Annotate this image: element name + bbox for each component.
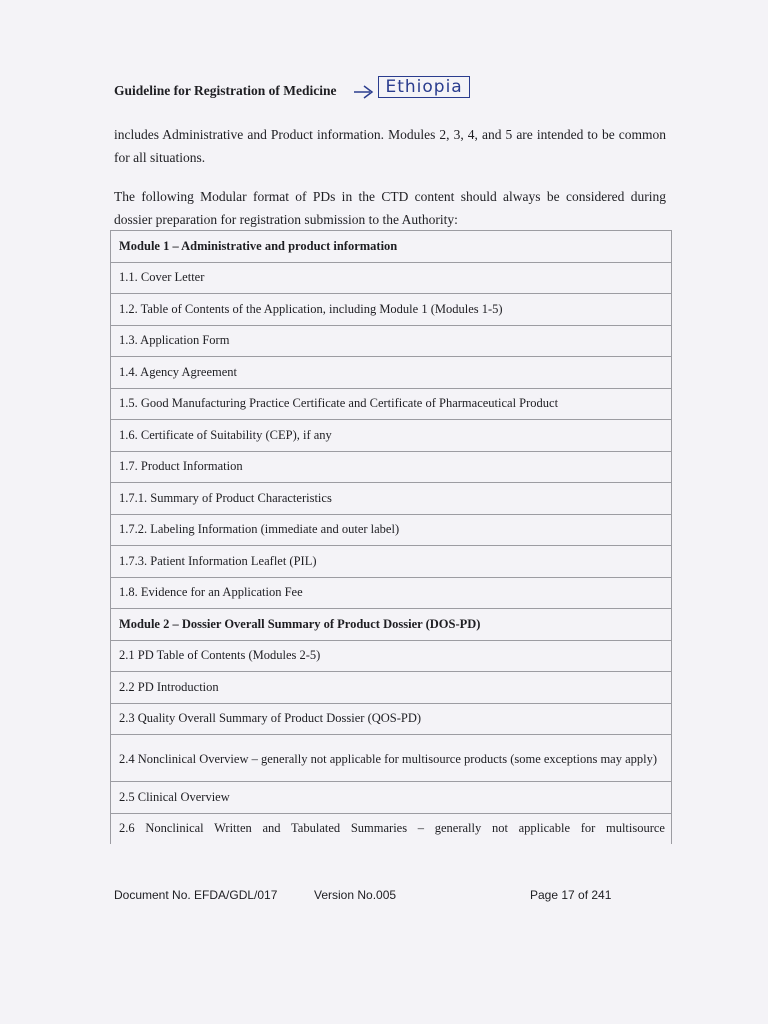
table-row <box>111 672 672 704</box>
table-cell: 1.7.1. Summary of Product Characteristics <box>111 483 672 515</box>
table-row <box>111 451 672 483</box>
table-row <box>111 640 672 672</box>
table-cell: 1.6. Certificate of Suitability (CEP), if any <box>111 420 672 452</box>
table-cell: 2.4 Nonclinical Overview – generally not applicable for multisource products (some exceptions may apply) <box>111 735 672 782</box>
document-title: Guideline for Registration of Medicine <box>114 83 337 98</box>
ctd-modules-table <box>110 230 672 844</box>
table-cell: 1.3. Application Form <box>111 325 672 357</box>
table-row <box>111 483 672 515</box>
table-cell: 1.7. Product Information <box>111 451 672 483</box>
intro-paragraph: includes Administrative and Product information. Modules 2, 3, 4, and 5 are intended to be common for all situations. <box>114 126 666 165</box>
table-row <box>111 813 672 844</box>
table-cell: 2.5 Clinical Overview <box>111 782 672 814</box>
table-cell: 2.2 PD Introduction <box>111 672 672 704</box>
table-cell: 1.8. Evidence for an Application Fee <box>111 577 672 609</box>
table-cell: 1.2. Table of Contents of the Application, including Module 1 (Modules 1-5) <box>111 294 672 326</box>
arrow-right-icon <box>352 83 376 99</box>
table-row <box>111 294 672 326</box>
table-cell: 1.4. Agency Agreement <box>111 357 672 389</box>
document-number: Document No. EFDA/GDL/017 <box>114 888 278 902</box>
table-row <box>111 703 672 735</box>
table-row <box>111 357 672 389</box>
page-number: Page 17 of 241 <box>530 888 612 902</box>
table-row <box>111 546 672 578</box>
table-cell: 1.5. Good Manufacturing Practice Certificate and Certificate of Pharmaceutical Product <box>111 388 672 420</box>
table-row <box>111 514 672 546</box>
table-cell: 2.1 PD Table of Contents (Modules 2-5) <box>111 640 672 672</box>
table-cell: 1.1. Cover Letter <box>111 262 672 294</box>
version-number: Version No.005 <box>314 888 397 902</box>
table-cell: 1.7.2. Labeling Information (immediate and outer label) <box>111 514 672 546</box>
table-row <box>111 735 672 782</box>
handwritten-annotation: Ethiopia <box>378 76 469 98</box>
table-cell: 1.7.3. Patient Information Leaflet (PIL) <box>111 546 672 578</box>
table-row <box>111 262 672 294</box>
table-row <box>111 577 672 609</box>
table-row <box>111 782 672 814</box>
table-row <box>111 325 672 357</box>
table-cell: 2.3 Quality Overall Summary of Product Dossier (QOS-PD) <box>111 703 672 735</box>
module-2-heading: Module 2 – Dossier Overall Summary of Product Dossier (DOS-PD) <box>111 609 672 641</box>
table-row <box>111 231 672 263</box>
table-row <box>111 388 672 420</box>
table-row <box>111 609 672 641</box>
header-line <box>114 77 470 102</box>
table-cell: 2.6 Nonclinical Written and Tabulated Summaries – generally not applicable for multisource <box>111 813 672 844</box>
table-row <box>111 420 672 452</box>
modular-format-paragraph: The following Modular format of PDs in the CTD content should always be considered during dossier preparation for registration submission to the Authority: <box>114 188 666 227</box>
module-1-heading: Module 1 – Administrative and product information <box>111 231 672 263</box>
